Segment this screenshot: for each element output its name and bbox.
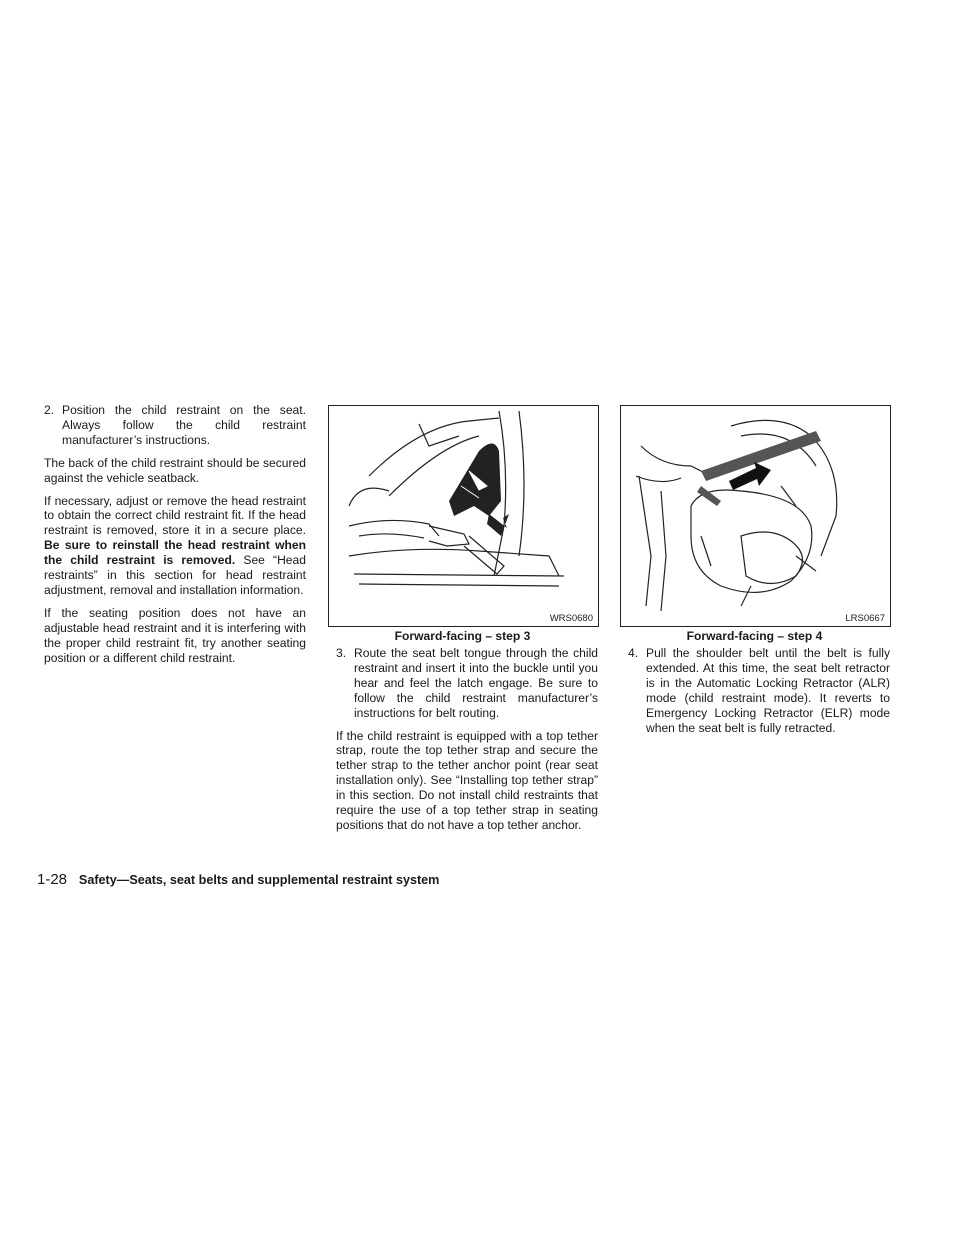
step-4 [628,646,890,735]
step-number: 2. [44,403,55,417]
figure-code: LRS0667 [845,613,885,624]
page-footer [37,871,439,888]
step-text: Position the child restraint on the seat. Always follow the child restraint manufacturer’s instructions. [62,403,306,447]
step-text: Pull the shoulder belt until the belt is fully extended. At this time, the seat belt retractor is in the Automatic Locking Retractor (ALR) mode (child restraint mode). It reverts to Emergency Locking Retractor (ELR) mode when the seat belt is fully retracted. [646,646,890,735]
step-text: Route the seat belt tongue through the child restraint and insert it into the buckle until you hear and feel the latch engage. Be sure to follow the child restraint manufacturer’s instructions for belt routing. [354,646,598,720]
column-middle [336,646,598,833]
step-number: 4. [628,646,639,660]
step-number: 3. [336,646,347,660]
warning-reinstall: Be sure to reinstall the head restraint when the child restraint is removed. [44,538,306,568]
figure-caption: Forward-facing – step 3 [394,629,531,643]
step-2 [44,403,306,448]
column-right [628,646,890,735]
paragraph-head-restraint: If necessary, adjust or remove the head restraint to obtain the correct child restraint fit. If the head restraint is removed, store it in a secure place. Be sure to reinstall the head restraint when the child restraint is removed. See “Head restraints” in this section for head restraint adjustment, removal and installation information. [44,493,306,597]
figure-step-4 [620,405,891,627]
figure-caption: Forward-facing – step 4 [686,629,823,643]
step-3 [336,646,598,721]
paragraph-seatback: The back of the child restraint should be secured against the vehicle seatback. [44,455,306,485]
figure-code: WRS0680 [549,613,593,624]
seat-belt-buckle-illustration [329,406,598,626]
figure-step-3 [328,405,599,627]
shoulder-belt-illustration [621,406,890,626]
paragraph-seating-position: If the seating position does not have an adjustable head restraint and it is interfering with the proper child restraint fit, try another seating position or a different child restraint. [44,605,306,665]
column-left [44,403,306,666]
section-title: Safety—Seats, seat belts and supplemental restraint system [78,873,440,887]
paragraph-top-tether: If the child restraint is equipped with a top tether strap, route the top tether strap and secure the tether strap to the tether anchor point (rear seat installation only). See “Installing top tether strap” in this section. Do not install child restraints that require the use of a top tether strap in seating positions that do not have a top tether anchor. [336,728,598,832]
page-number: 1-28 [37,871,68,888]
